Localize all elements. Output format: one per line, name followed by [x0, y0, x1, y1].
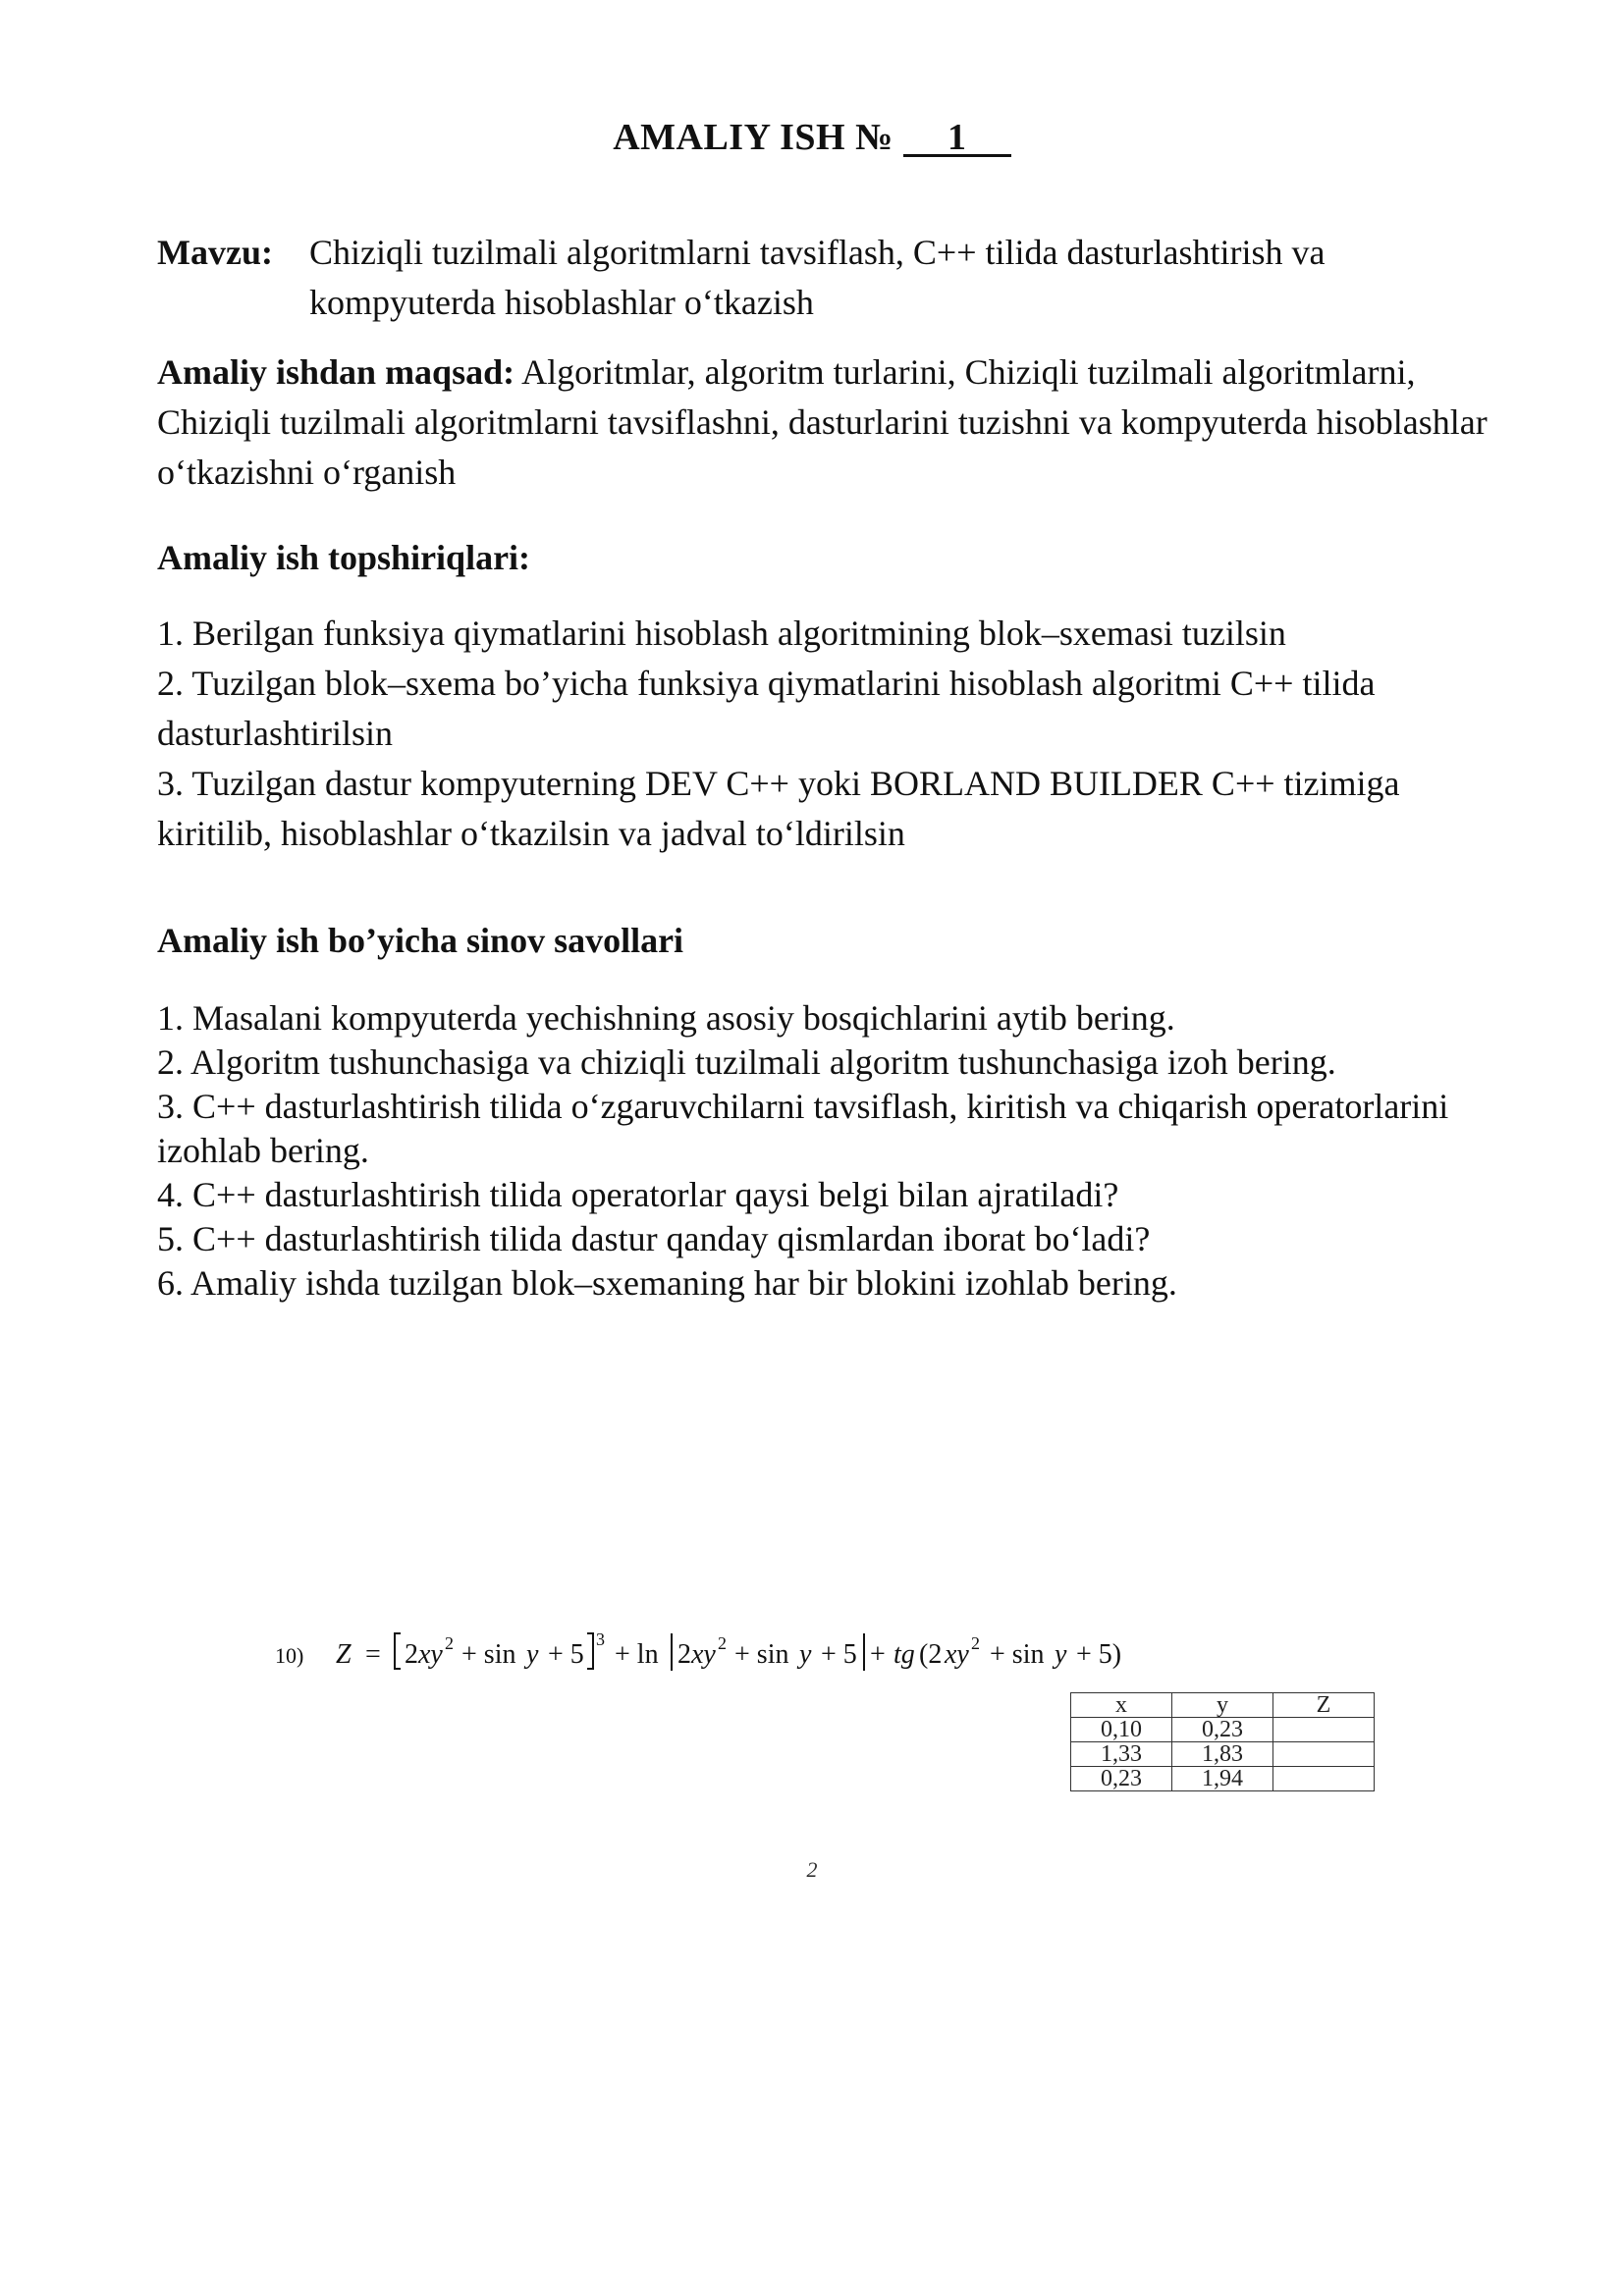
svg-text:+ sin: + sin: [461, 1639, 516, 1670]
table-header-z: Z: [1273, 1693, 1375, 1718]
page-number: 2: [806, 1857, 818, 1882]
questions-heading-text: Amaliy ish bo’yicha sinov savollari: [157, 921, 684, 960]
table-row: [1071, 1767, 1375, 1791]
svg-text:Z: Z: [336, 1639, 352, 1670]
goal-text: Algoritmlar, algoritm turlarini, Chiziqli tuzilmali algoritmlarni, Chiziqli tuzilmali algoritmlarni tavsiflashni, dasturlarini tuzishni va kompyuterda hisoblashlar o‘tkazishni o‘rganish: [157, 352, 1488, 492]
topic-label: Mavzu:: [157, 233, 273, 272]
svg-text:2: 2: [677, 1639, 691, 1670]
question-item-1: 1. Masalani kompyuterda yechishning asosiy bosqichlarini aytib bering.: [157, 998, 1175, 1038]
svg-text:+ 5: + 5: [821, 1639, 857, 1670]
svg-text:y: y: [1055, 1639, 1067, 1670]
table-cell: 1,33: [1071, 1742, 1172, 1767]
question-item-3: 3. C++ dasturlashtirish tilida o‘zgaruvchilarni tavsiflash, kiritish va chiqarish operatorlarini izohlab bering.: [157, 1087, 1449, 1170]
table-cell: 1,83: [1172, 1742, 1273, 1767]
table-cell: [1273, 1767, 1375, 1791]
table-row: [1071, 1718, 1375, 1742]
task-item-2: 2. Tuzilgan blok–sxema bo’yicha funksiya qiymatlarini hisoblash algoritmi C++ tilida dasturlashtirilsin: [157, 664, 1376, 753]
svg-text:y: y: [526, 1639, 539, 1670]
question-item-4: 4. C++ dasturlashtirish tilida operatorlar qaysi belgi bilan ajratiladi?: [157, 1175, 1119, 1214]
svg-text:y: y: [799, 1639, 812, 1670]
page-title: [0, 116, 1624, 159]
svg-text:+ ln: + ln: [615, 1639, 659, 1670]
values-table: [1070, 1692, 1375, 1791]
goal-section: [157, 347, 1492, 498]
table-cell: 0,10: [1071, 1718, 1172, 1742]
svg-text:tg: tg: [893, 1639, 915, 1670]
svg-text:2: 2: [718, 1633, 727, 1653]
question-item-2: 2. Algoritm tushunchasiga va chiziqli tuzilmali algoritm tushunchasiga izoh bering.: [157, 1042, 1336, 1082]
title-prefix: AMALIY ISH №: [613, 117, 903, 158]
table-cell: [1273, 1718, 1375, 1742]
table-header-x: x: [1071, 1693, 1172, 1718]
svg-text:2: 2: [405, 1639, 418, 1670]
formula: [275, 1618, 1394, 1677]
svg-text:+ 5): + 5): [1076, 1639, 1122, 1670]
goal-label: Amaliy ishdan maqsad:: [157, 352, 515, 392]
table-cell: 0,23: [1172, 1718, 1273, 1742]
svg-text:xy: xy: [945, 1639, 969, 1670]
svg-text:+: +: [870, 1639, 886, 1670]
svg-text:xy: xy: [691, 1639, 716, 1670]
tasks-list: [157, 609, 1492, 859]
questions-heading: [157, 916, 1492, 966]
table-header-row: [1071, 1693, 1375, 1718]
tasks-heading-text: Amaliy ish topshiriqlari:: [157, 538, 531, 577]
task-item-1: 1. Berilgan funksiya qiymatlarini hisoblash algoritmining blok–sxemasi tuzilsin: [157, 614, 1286, 653]
tasks-heading: [157, 533, 1492, 583]
table-row: [1071, 1742, 1375, 1767]
svg-text:3: 3: [596, 1629, 605, 1649]
questions-list: [157, 996, 1492, 1306]
table-cell: 0,23: [1071, 1767, 1172, 1791]
question-item-5: 5. C++ dasturlashtirish tilida dastur qanday qismlardan iborat bo‘ladi?: [157, 1219, 1151, 1258]
topic-text: Chiziqli tuzilmali algoritmlarni tavsiflash, C++ tilida dasturlashtirish va kompyuterda hisoblashlar o‘tkazish: [309, 233, 1326, 322]
svg-text:(2: (2: [919, 1639, 943, 1670]
svg-text:+ 5: + 5: [548, 1639, 584, 1670]
task-item-3: 3. Tuzilgan dastur kompyuterning DEV C++ yoki BORLAND BUILDER C++ tizimiga kiritilib, hisoblashlar o‘tkazilsin va jadval to‘ldirilsin: [157, 764, 1400, 853]
svg-text:+ sin: + sin: [734, 1639, 789, 1670]
table-cell: 1,94: [1172, 1767, 1273, 1791]
title-number: 1: [903, 121, 1011, 157]
svg-text:+ sin: + sin: [990, 1639, 1045, 1670]
svg-text:xy: xy: [418, 1639, 443, 1670]
question-item-6: 6. Amaliy ishda tuzilgan blok–sxemaning har bir blokini izohlab bering.: [157, 1263, 1177, 1303]
topic-section: [157, 228, 1492, 328]
formula-number: 10): [275, 1643, 304, 1668]
table-header-y: y: [1172, 1693, 1273, 1718]
table-cell: [1273, 1742, 1375, 1767]
svg-text:=: =: [365, 1639, 381, 1670]
svg-text:2: 2: [445, 1633, 454, 1653]
svg-text:2: 2: [971, 1633, 980, 1653]
